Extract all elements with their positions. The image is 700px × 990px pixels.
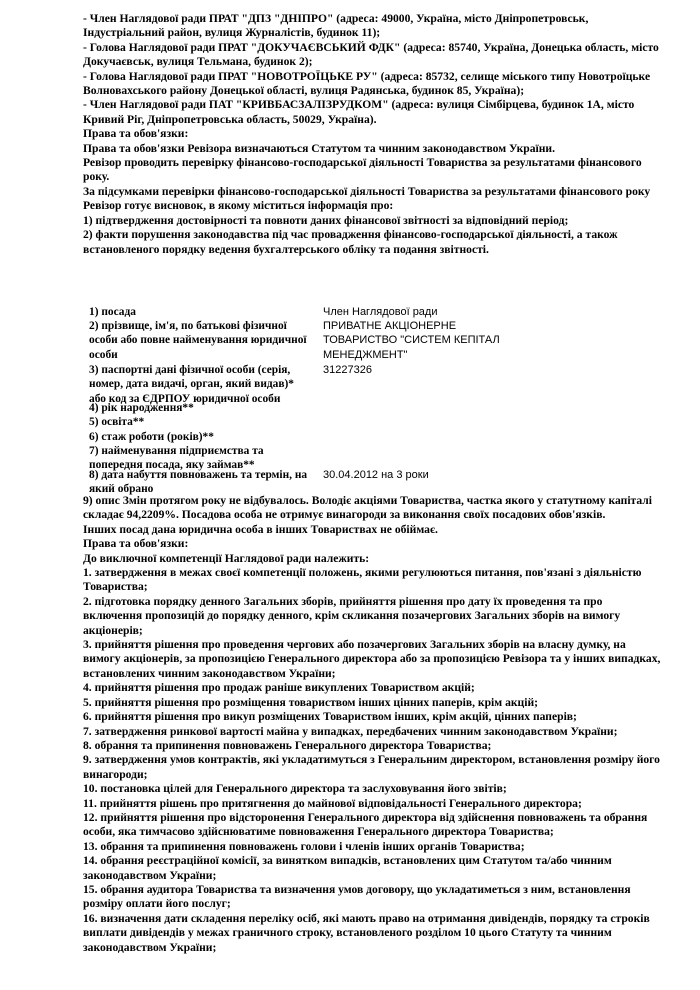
paragraph: 1) підтвердження достовірності та повноти даних фінансової звітності за відповідний період; — [83, 213, 569, 227]
list-item: 2. підготовка порядку денного Загальних зборів, прийняття рішення про дату їх проведення та про включення пропозицій до порядку денного, крім скликання позачергових Загальних зборів на вимогу акціонерів; — [83, 594, 621, 637]
list-item: 4. прийняття рішення про продаж раніше викуплених Товариством акцій; — [83, 681, 475, 695]
term-value: 30.04.2012 на 3 роки — [323, 469, 429, 481]
list-item: 8. обрання та припинення повноважень Генерального директора Товариства; — [83, 738, 492, 752]
previous-position-label: 7) найменування підприємства та попередня посада, яку займав** — [89, 445, 264, 472]
list-item: 11. прийняття рішень про притягнення до майнової відповідальності Генерального директора; — [83, 796, 582, 810]
paragraph: До виключної компетенції Наглядової ради належить: — [83, 551, 370, 565]
list-item: 16. визначення дати складення переліку осіб, які мають право на отримання дивідендів, порядку та строків виплати дивідендів у межах граничного строку, встановленого розділом 10 цього Статуту та чинним законодавством України; — [83, 911, 650, 954]
paragraph: Ревізор проводить перевірку фінансово-господарської діяльності Товариства за результатами фінансового року. — [83, 156, 642, 184]
education-label: 5) освіта** — [89, 416, 145, 428]
paragraph: За підсумками перевірки фінансово-господарської діяльності Товариства за результатами фінансового року Ревізор готує висновок, в якому міститься інформація про: — [83, 184, 651, 213]
term-label: 8) дата набуття повноважень та термін, на який обрано — [89, 469, 308, 496]
position-label: 1) посада — [89, 306, 136, 318]
top-text-block — [83, 12, 661, 257]
paragraph: - Голова Наглядової ради ПРАТ "НОВОТРОЇЦЬКЕ РУ" (адреса: 85732, селище міського типу Новотроїцьке Волновахського району Донецької області, вулиця Радянська, будинок 85, Україна); — [83, 69, 651, 98]
experience-label: 6) стаж роботи (років)** — [89, 431, 214, 443]
list-item: 3. прийняття рішення про проведення чергових або позачергових Загальних зборів на власну думку, на вимогу акціонерів, за пропозицією Генерального директора або за пропозицією Ревізора та у інших випадках, встановлених чинним законодавством України; — [83, 638, 661, 680]
birth-year-label: 4) рік народження** — [89, 402, 194, 414]
bottom-text-block — [83, 494, 661, 955]
list-item: 7. затвердження ринкової вартості майна у випадках, передбачених чинним законодавством України; — [83, 724, 618, 738]
list-item: 13. обрання та припинення повноважень голови і членів інших органів Товариства; — [83, 839, 525, 853]
paragraph: Інших посад дана юридична особа в інших Товариствах не обіймає. — [83, 522, 438, 536]
paragraph: 2) факти порушення законодавства під час провадження фінансово-господарської діяльності, а також встановленого порядку ведення бухгалтерського обліку та подання звітності. — [83, 228, 618, 256]
list-item: 5. прийняття рішення про розміщення товариством інших цінних паперів, крім акцій; — [83, 695, 538, 709]
passport-value: 31227326 — [323, 364, 372, 376]
passport-label: 3) паспортні дані фізичної особи (серія, номер, дата видачі, орган, який видав)* або код за ЄДРПОУ юридичної особи — [89, 364, 294, 405]
list-item: 12. прийняття рішення про відсторонення Генерального директора від здійснення повноважень та обрання особи, яка тимчасово здійснюватиме повноваження Генерального директора Товариства; — [83, 810, 648, 839]
list-item: 14. обрання реєстраційної комісії, за винятком випадків, встановлених цим Статутом та/або чинним законодавством України; — [83, 854, 612, 882]
paragraph: 9) опис Змін протягом року не відбувалось. Володіє акціями Товариства, частка якого у статутному капіталі складає 94,2209%. Посадова особа не отримує винагороди за виконання своїх посадових обов'язків. — [83, 494, 652, 522]
paragraph: - Член Наглядової ради ПРАТ "ДПЗ "ДНІПРО" (адреса: 49000, Україна, місто Дніпропетровськ, Індустріальний район, вулиця Журналістів, будинок 11); — [83, 12, 589, 40]
name-label: 2) прізвище, ім'я, по батькові фізичної особи або повне найменування юридичної особи — [89, 320, 307, 361]
paragraph: - Член Наглядової ради ПАТ "КРИВБАСЗАЛІЗРУДКОМ" (адреса: вулиця Сімбірцева, будинок 1А, місто Кривий Ріг, Дніпропетровська область, 50029, Україна). — [83, 98, 635, 126]
list-item: 15. обрання аудитора Товариства та визначення умов договору, що укладатиметься з ним, встановлення розміру оплати його послуг; — [83, 882, 631, 911]
list-item: 6. прийняття рішення про викуп розміщених Товариством інших, крім акцій, цінних паперів; — [83, 710, 577, 724]
paragraph: - Голова Наглядової ради ПРАТ "ДОКУЧАЄВСЬКИЙ ФДК" (адреса: 85740, Україна, Донецька область, місто Докучаєвськ, вулиця Тельмана, будинок 2); — [83, 40, 659, 69]
list-item: 10. постановка цілей для Генерального директора та заслуховування його звітів; — [83, 782, 507, 796]
section-heading: Права та обов'язки: — [83, 127, 189, 141]
list-item: 1. затвердження в межах своєї компетенції положень, якими регулюються питання, пов'язані з діяльністю Товариства; — [83, 566, 642, 594]
name-value: ПРИВАТНЕ АКЦІОНЕРНЕ ТОВАРИСТВО "СИСТЕМ КЕПІТАЛ МЕНЕДЖМЕНТ" — [323, 320, 500, 361]
section-heading: Права та обов'язки: — [83, 537, 189, 551]
paragraph: Права та обов'язки Ревізора визначаються Статутом та чинним законодавством України. — [83, 141, 555, 155]
list-item: 9. затвердження умов контрактів, які укладатимуться з Генеральним директором, встановлення розміру його винагороди; — [83, 753, 660, 781]
position-value: Член Наглядової ради — [323, 306, 438, 318]
